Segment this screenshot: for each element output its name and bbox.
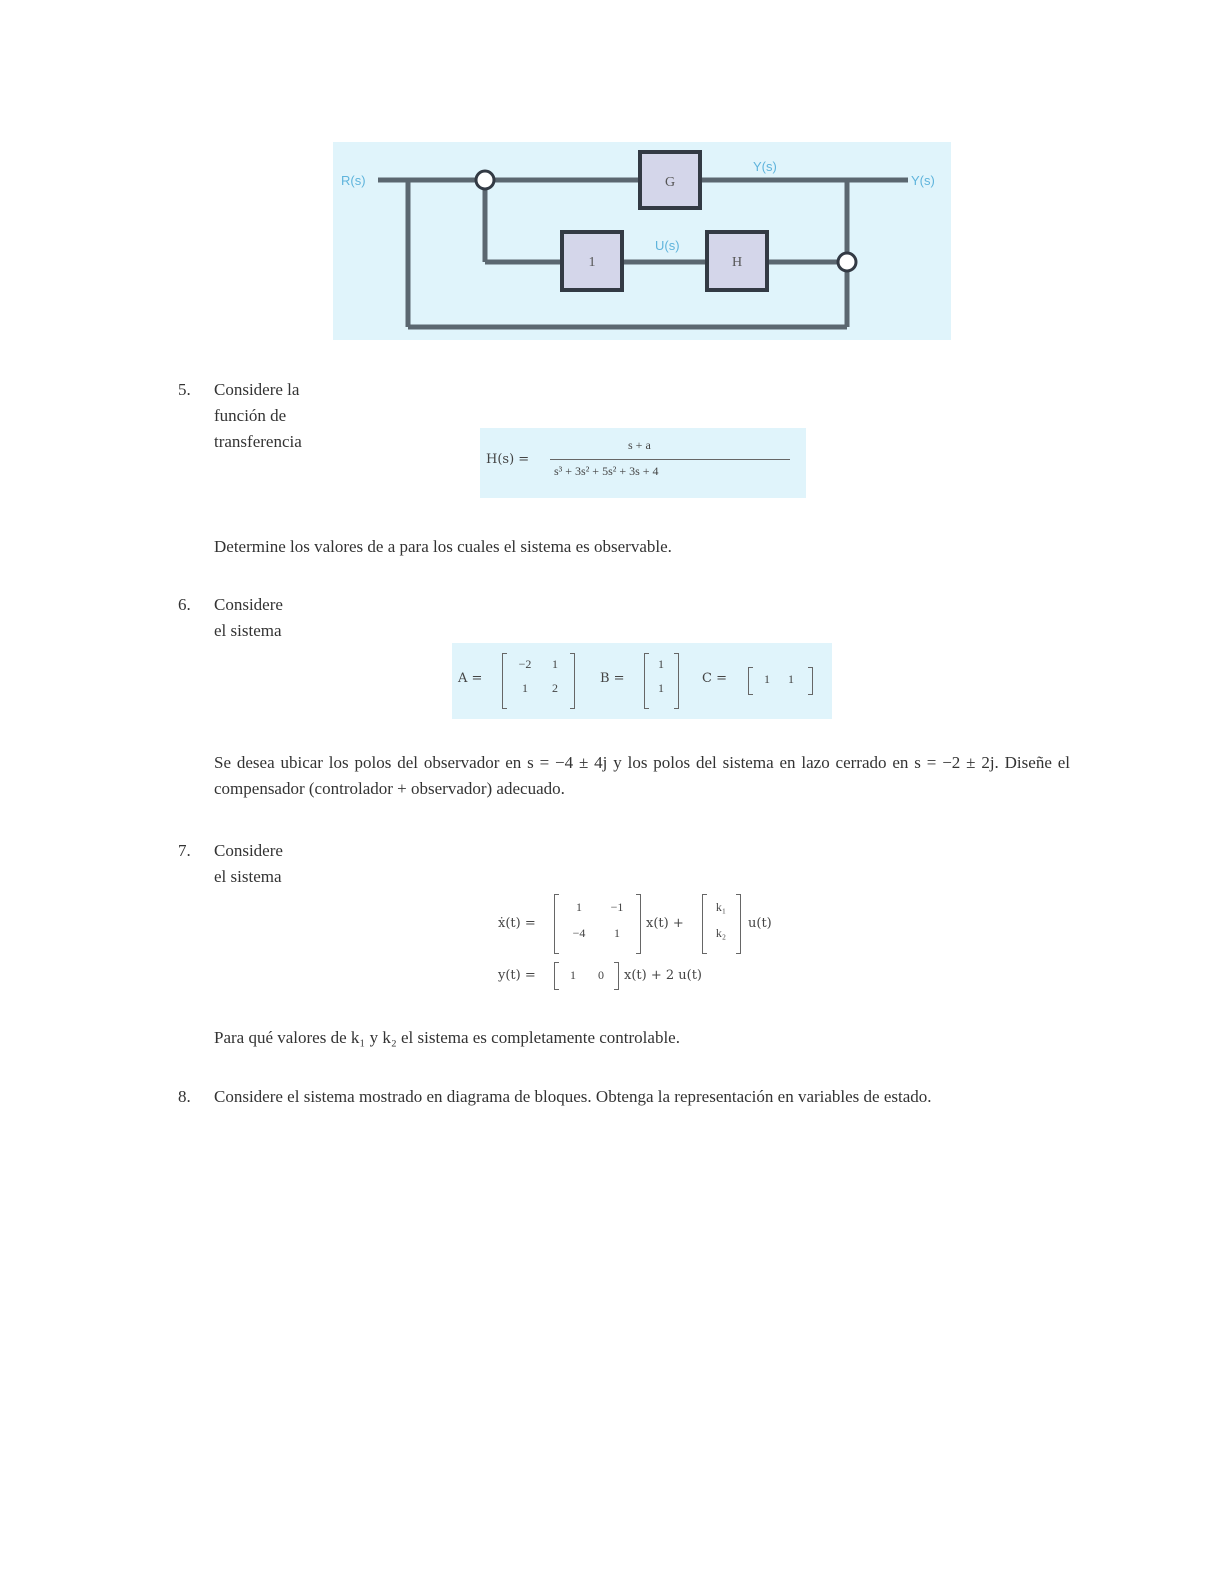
eq7-row2: 0: [598, 968, 604, 982]
block-diagram-svg: [333, 142, 951, 340]
eq7-line1-lhs: ẋ(t) =: [498, 916, 536, 931]
eq5-fraction-bar: [550, 459, 790, 460]
eq6-c2: 1: [788, 672, 794, 686]
block-g-label: G: [664, 175, 676, 190]
eq7-m-bracket-left: [554, 894, 559, 954]
eq7-m-bracket-right: [636, 894, 641, 954]
eq7-row-bracket-left: [554, 962, 559, 990]
eq7-m12: −1: [610, 900, 624, 914]
exercise-7-number: 7.: [178, 841, 191, 860]
output-signal-label: Y(s): [911, 173, 935, 188]
equation-7: [496, 890, 796, 990]
eq6-a22: 2: [552, 681, 558, 695]
block-integrator-label: 1: [588, 255, 596, 270]
exercise-6-question: Se desea ubicar los polos del observador en s = −4 ± 4j y los polos del sistema en lazo cerrado en s = −2 ± 2j. Diseñe el compensador (controlador + observador) adecuado.: [214, 753, 1070, 798]
block-h-label: H: [731, 255, 743, 270]
exercise-7-text: Considere el sistema: [214, 841, 283, 886]
eq6-b-label: B =: [600, 671, 625, 686]
eq5-numerator: s + a: [628, 438, 651, 452]
eq7-m21: −4: [572, 926, 586, 940]
eq7-line2-tail: x(t) + 2 u(t): [624, 968, 702, 983]
eq7-v-bracket-left: [702, 894, 707, 954]
block-diagram: [333, 142, 951, 340]
eq7-row-bracket-right: [614, 962, 619, 990]
eq6-c-bracket-left: [748, 667, 753, 695]
eq7-line1-tail: u(t): [748, 916, 772, 931]
eq6-c-label: C =: [702, 671, 727, 686]
eq6-a11: −2: [518, 657, 532, 671]
summing-junction-1: [476, 171, 494, 189]
eq5-lhs: H(s) =: [486, 452, 530, 467]
eq6-a12: 1: [552, 657, 558, 671]
eq5-denominator: s³ + 3s² + 5s² + 3s + 4: [554, 464, 659, 478]
exercise-7-question: Para qué valores de k₁ y k₂ el sistema es completamente controlable.: [214, 1028, 680, 1047]
exercise-5-question: Determine los valores de a para los cuales el sistema es observable.: [214, 537, 672, 556]
eq7-v2: k₂: [715, 926, 727, 940]
eq6-c-bracket-right: [808, 667, 813, 695]
top-signal-label: Y(s): [753, 159, 777, 174]
eq6-a21: 1: [522, 681, 528, 695]
eq7-row1: 1: [570, 968, 576, 982]
exercise-8-number: 8.: [178, 1087, 191, 1106]
eq7-m11: 1: [576, 900, 582, 914]
eq7-line2-lhs: y(t) =: [498, 968, 536, 983]
exercise-5-text: Considere la función de transferencia: [214, 380, 302, 451]
exercise-6-text: Considere el sistema: [214, 595, 283, 640]
eq7-mid: x(t) +: [646, 916, 684, 931]
exercise-8-text: Considere el sistema mostrado en diagrama de bloques. Obtenga la representación en variables de estado.: [214, 1087, 932, 1106]
eq6-a-label: A =: [458, 671, 483, 686]
exercise-6-number: 6.: [178, 595, 191, 614]
mid-signal-label: U(s): [655, 238, 680, 253]
eq6-a-bracket-right: [570, 653, 575, 709]
eq6-c1: 1: [764, 672, 770, 686]
eq7-m22: 1: [614, 926, 620, 940]
eq6-b1: 1: [658, 657, 664, 671]
eq7-v-bracket-right: [736, 894, 741, 954]
eq7-v1: k₁: [715, 900, 727, 914]
eq6-a-bracket-left: [502, 653, 507, 709]
eq6-b-bracket-left: [644, 653, 649, 709]
exercise-5-number: 5.: [178, 380, 191, 399]
equation-6-box: [452, 643, 832, 719]
equation-5-box: [480, 428, 806, 498]
input-signal-label: R(s): [341, 173, 366, 188]
eq6-b-bracket-right: [674, 653, 679, 709]
summing-junction-2: [838, 253, 856, 271]
eq6-b2: 1: [658, 681, 664, 695]
